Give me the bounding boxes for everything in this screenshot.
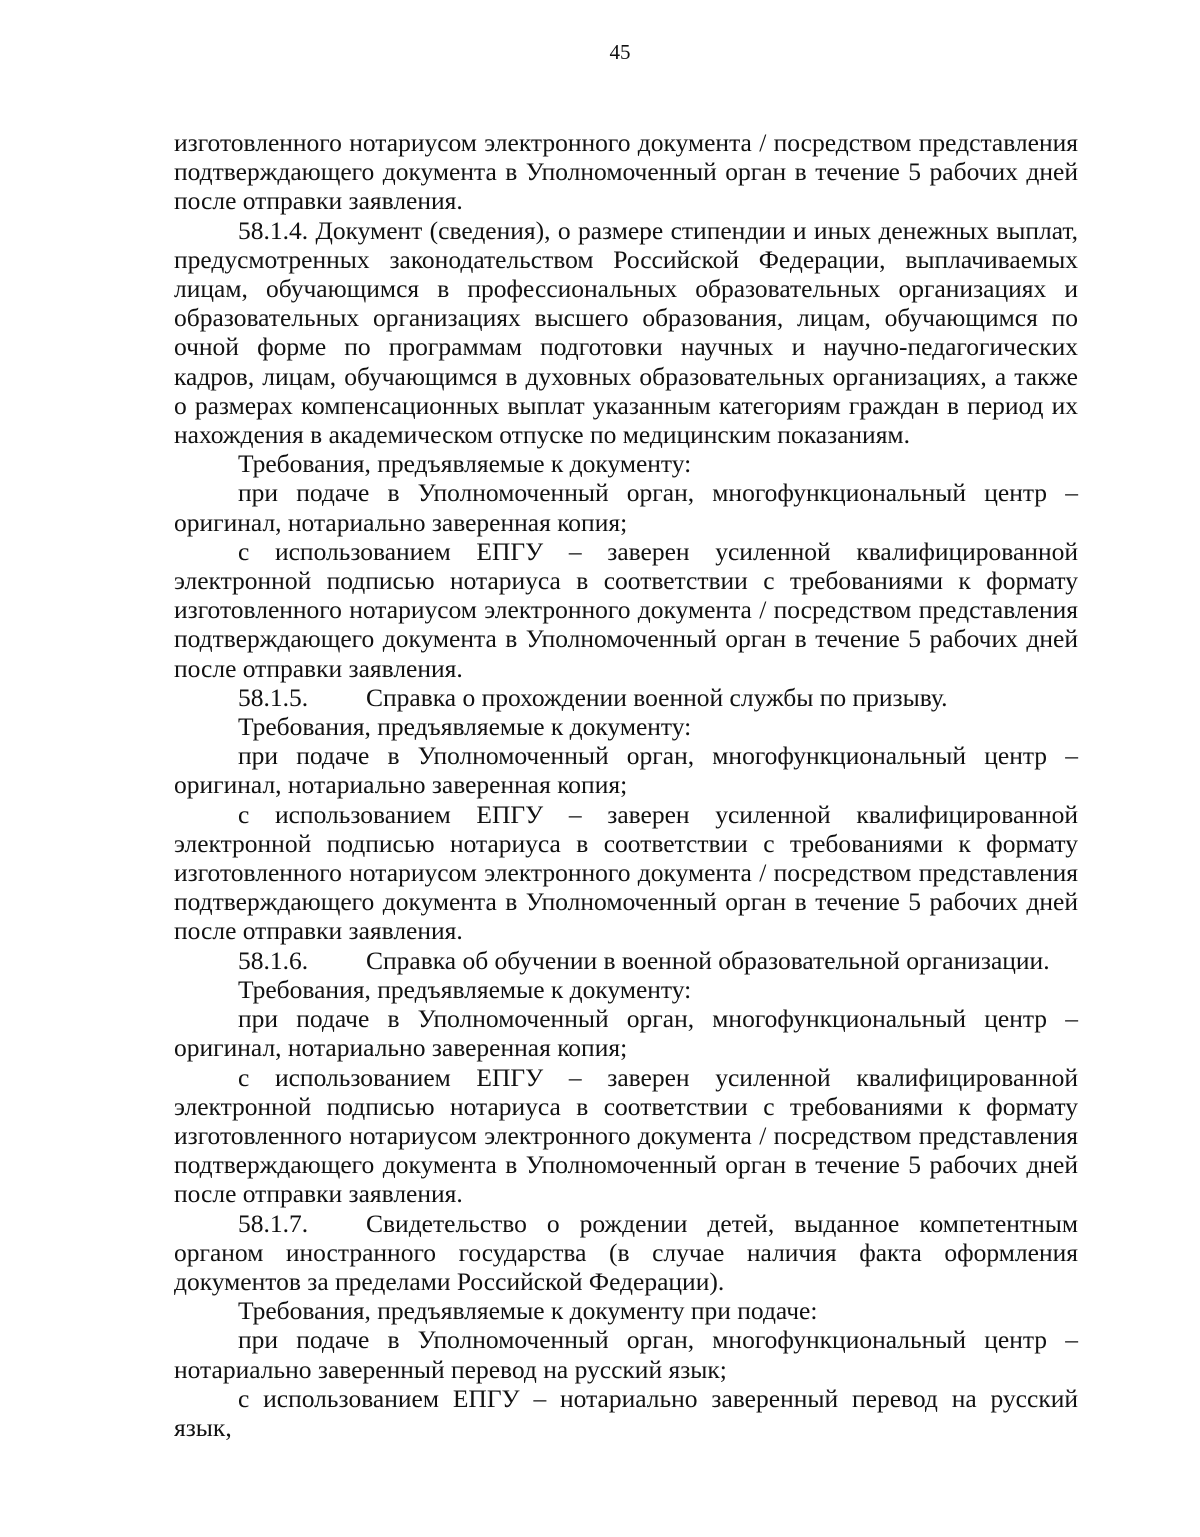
requirement-office: при подаче в Уполномоченный орган, многофункциональный центр – нотариально заверенный перевод на русский язык; <box>174 1325 1078 1384</box>
requirement-office: при подаче в Уполномоченный орган, многофункциональный центр – оригинал, нотариально заверенная копия; <box>174 478 1078 537</box>
requirement-epgu: с использованием ЕПГУ – заверен усиленной квалифицированной электронной подписью нотариуса в соответствии с требованиями к формату изготовленного нотариусом электронного документа / посредством представления подтверждающего документа в Уполномоченный орган в течение 5 рабочих дней после отправки заявления. <box>174 536 1078 683</box>
item-58-1-7 <box>174 1209 1078 1297</box>
item-text: Справка об обучении в военной образовательной организации. <box>366 945 1050 975</box>
item-number: 58.1.7. <box>238 1208 309 1238</box>
requirement-office: при подаче в Уполномоченный орган, многофункциональный центр – оригинал, нотариально заверенная копия; <box>174 741 1078 800</box>
paragraph-continuation: изготовленного нотариусом электронного документа / посредством представления подтверждающего документа в Уполномоченный орган в течение 5 рабочих дней после отправки заявления. <box>174 128 1078 216</box>
item-number: 58.1.5. <box>238 682 309 712</box>
requirements-heading: Требования, предъявляемые к документу: <box>238 712 692 742</box>
item-text: Свидетельство о рождении детей, выданное компетентным органом иностранного государства (в случае наличия факта оформления документов за пределами Российской Федерации). <box>174 1208 1078 1296</box>
requirement-epgu: с использованием ЕПГУ – заверен усиленной квалифицированной электронной подписью нотариуса в соответствии с требованиями к формату изготовленного нотариусом электронного документа / посредством представления подтверждающего документа в Уполномоченный орган в течение 5 рабочих дней после отправки заявления. <box>174 799 1078 946</box>
requirements-heading: Требования, предъявляемые к документу при подаче: <box>238 1296 818 1326</box>
requirement-epgu: с использованием ЕПГУ – нотариально заверенный перевод на русский язык, <box>174 1383 1078 1442</box>
requirement-epgu: с использованием ЕПГУ – заверен усиленной квалифицированной электронной подписью нотариуса в соответствии с требованиями к формату изготовленного нотариусом электронного документа / посредством представления подтверждающего документа в Уполномоченный орган в течение 5 рабочих дней после отправки заявления. <box>174 1062 1078 1209</box>
page-number: 45 <box>609 40 631 64</box>
paragraph-58-1-4: 58.1.4. Документ (сведения), о размере стипендии и иных денежных выплат, предусмотренных законодательством Российской Федерации, выплачиваемых лицам, обучающимся в профессиональных образовательных организациях и образовательных организациях высшего образования, лицам, обучающимся по очной форме по программам подготовки научных и научно-педагогических кадров, лицам, обучающимся в духовных образовательных организациях, а также о размерах компенсационных выплат указанным категориям граждан в период их нахождения в академическом отпуске по медицинским показаниям. <box>174 215 1078 450</box>
item-text: Справка о прохождении военной службы по призыву. <box>366 682 948 712</box>
document-body <box>174 128 1078 1442</box>
item-58-1-5 <box>174 683 1078 712</box>
item-number: 58.1.6. <box>238 945 309 975</box>
requirement-office: при подаче в Уполномоченный орган, многофункциональный центр – оригинал, нотариально заверенная копия; <box>174 1004 1078 1063</box>
requirements-heading: Требования, предъявляемые к документу: <box>238 974 692 1004</box>
item-58-1-6 <box>174 946 1078 975</box>
requirements-heading: Требования, предъявляемые к документу: <box>238 449 692 479</box>
